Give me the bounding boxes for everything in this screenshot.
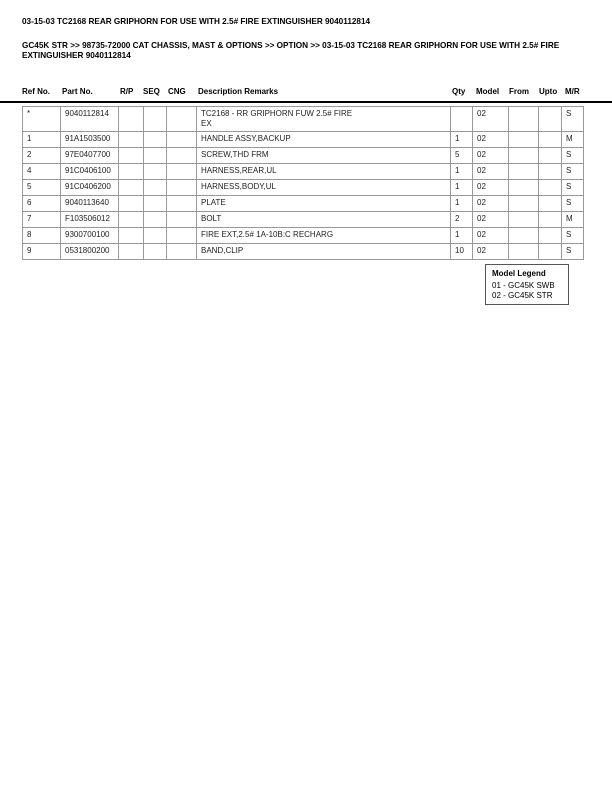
cell-rp: [119, 228, 144, 244]
cell-desc: BAND,CLIP: [197, 244, 451, 260]
cell-mr: S: [562, 148, 584, 164]
col-model: Model: [476, 87, 500, 96]
cell-mr: M: [562, 212, 584, 228]
col-upto: Upto: [539, 87, 558, 96]
cell-cng: [167, 196, 197, 212]
cell-rp: [119, 164, 144, 180]
cell-cng: [167, 244, 197, 260]
legend-item: 02 - GC45K STR: [492, 291, 553, 300]
cell-qty: 1: [451, 228, 473, 244]
table-row: [23, 132, 584, 148]
cell-part: 91C0406100: [61, 164, 119, 180]
cell-part: 91A1503500: [61, 132, 119, 148]
cell-cng: [167, 212, 197, 228]
cell-desc: HANDLE ASSY,BACKUP: [197, 132, 451, 148]
table-row: [23, 212, 584, 228]
table-row: [23, 180, 584, 196]
cell-desc: TC2168 - RR GRIPHORN FUW 2.5# FIRE EX: [197, 107, 451, 132]
parts-table: [22, 106, 584, 260]
cell-ref: 9: [23, 244, 61, 260]
cell-model: 02: [473, 148, 509, 164]
table-row: [23, 228, 584, 244]
cell-upto: [539, 107, 562, 132]
cell-qty: 1: [451, 132, 473, 148]
cell-desc: SCREW,THD FRM: [197, 148, 451, 164]
cell-ref: 5: [23, 180, 61, 196]
cell-part: F103506012: [61, 212, 119, 228]
cell-desc: HARNESS,REAR,UL: [197, 164, 451, 180]
cell-part: 9040113640: [61, 196, 119, 212]
cell-rp: [119, 212, 144, 228]
col-mr: M/R: [565, 87, 580, 96]
col-from: From: [509, 87, 529, 96]
cell-part: 97E0407700: [61, 148, 119, 164]
table-row: [23, 107, 584, 132]
cell-model: 02: [473, 164, 509, 180]
cell-rp: [119, 148, 144, 164]
cell-from: [509, 244, 539, 260]
table-row: [23, 244, 584, 260]
cell-ref: 1: [23, 132, 61, 148]
cell-qty: 1: [451, 180, 473, 196]
cell-upto: [539, 228, 562, 244]
cell-seq: [144, 228, 167, 244]
cell-ref: 6: [23, 196, 61, 212]
cell-rp: [119, 196, 144, 212]
col-ref: Ref No.: [22, 87, 50, 96]
cell-qty: 1: [451, 164, 473, 180]
cell-cng: [167, 228, 197, 244]
cell-qty: 5: [451, 148, 473, 164]
breadcrumb: GC45K STR >> 98735-72000 CAT CHASSIS, MAST & OPTIONS >> OPTION >> 03-15-03 TC2168 REAR GRIPHORN FOR USE WITH 2.5# FIRE EXTINGUISHER 9040112814: [22, 41, 560, 60]
cell-qty: 1: [451, 196, 473, 212]
cell-cng: [167, 107, 197, 132]
cell-mr: S: [562, 107, 584, 132]
cell-seq: [144, 164, 167, 180]
cell-from: [509, 132, 539, 148]
cell-from: [509, 148, 539, 164]
cell-model: 02: [473, 132, 509, 148]
cell-cng: [167, 148, 197, 164]
cell-mr: S: [562, 164, 584, 180]
cell-model: 02: [473, 212, 509, 228]
cell-mr: S: [562, 196, 584, 212]
cell-from: [509, 164, 539, 180]
cell-upto: [539, 244, 562, 260]
cell-seq: [144, 244, 167, 260]
cell-seq: [144, 180, 167, 196]
cell-rp: [119, 107, 144, 132]
page-title: 03-15-03 TC2168 REAR GRIPHORN FOR USE WITH 2.5# FIRE EXTINGUISHER 9040112814: [22, 17, 371, 26]
cell-rp: [119, 244, 144, 260]
cell-ref: 7: [23, 212, 61, 228]
col-qty: Qty: [452, 87, 466, 96]
cell-mr: S: [562, 228, 584, 244]
table-row: [23, 148, 584, 164]
cell-qty: 10: [451, 244, 473, 260]
cell-cng: [167, 180, 197, 196]
cell-upto: [539, 132, 562, 148]
header-rule: [0, 101, 612, 103]
table-row: [23, 196, 584, 212]
cell-mr: S: [562, 180, 584, 196]
cell-qty: [451, 107, 473, 132]
cell-upto: [539, 164, 562, 180]
cell-seq: [144, 212, 167, 228]
cell-model: 02: [473, 180, 509, 196]
table-row: [23, 164, 584, 180]
col-cng: CNG: [168, 87, 186, 96]
col-rp: R/P: [120, 87, 134, 96]
cell-cng: [167, 132, 197, 148]
cell-cng: [167, 164, 197, 180]
cell-model: 02: [473, 107, 509, 132]
cell-qty: 2: [451, 212, 473, 228]
cell-part: 9040112814: [61, 107, 119, 132]
cell-seq: [144, 196, 167, 212]
cell-ref: 2: [23, 148, 61, 164]
table-header: [0, 87, 612, 101]
cell-upto: [539, 148, 562, 164]
cell-from: [509, 180, 539, 196]
cell-seq: [144, 132, 167, 148]
cell-part: 9300700100: [61, 228, 119, 244]
cell-from: [509, 196, 539, 212]
legend-title: Model Legend: [492, 269, 546, 278]
col-desc: Description Remarks: [198, 87, 279, 96]
cell-seq: [144, 107, 167, 132]
cell-desc: FIRE EXT,2.5# 1A-10B:C RECHARG: [197, 228, 451, 244]
cell-model: 02: [473, 196, 509, 212]
cell-from: [509, 107, 539, 132]
cell-desc: BOLT: [197, 212, 451, 228]
cell-part: 0531800200: [61, 244, 119, 260]
cell-mr: S: [562, 244, 584, 260]
legend-item: 01 - GC45K SWB: [492, 281, 555, 290]
cell-model: 02: [473, 228, 509, 244]
cell-upto: [539, 180, 562, 196]
col-part: Part No.: [62, 87, 93, 96]
cell-rp: [119, 180, 144, 196]
cell-model: 02: [473, 244, 509, 260]
cell-ref: *: [23, 107, 61, 132]
cell-from: [509, 212, 539, 228]
cell-upto: [539, 212, 562, 228]
cell-desc: HARNESS,BODY,UL: [197, 180, 451, 196]
cell-ref: 8: [23, 228, 61, 244]
cell-desc: PLATE: [197, 196, 451, 212]
cell-upto: [539, 196, 562, 212]
cell-ref: 4: [23, 164, 61, 180]
cell-seq: [144, 148, 167, 164]
cell-mr: M: [562, 132, 584, 148]
cell-from: [509, 228, 539, 244]
model-legend: [485, 264, 569, 305]
cell-rp: [119, 132, 144, 148]
cell-part: 91C0406200: [61, 180, 119, 196]
col-seq: SEQ: [143, 87, 160, 96]
